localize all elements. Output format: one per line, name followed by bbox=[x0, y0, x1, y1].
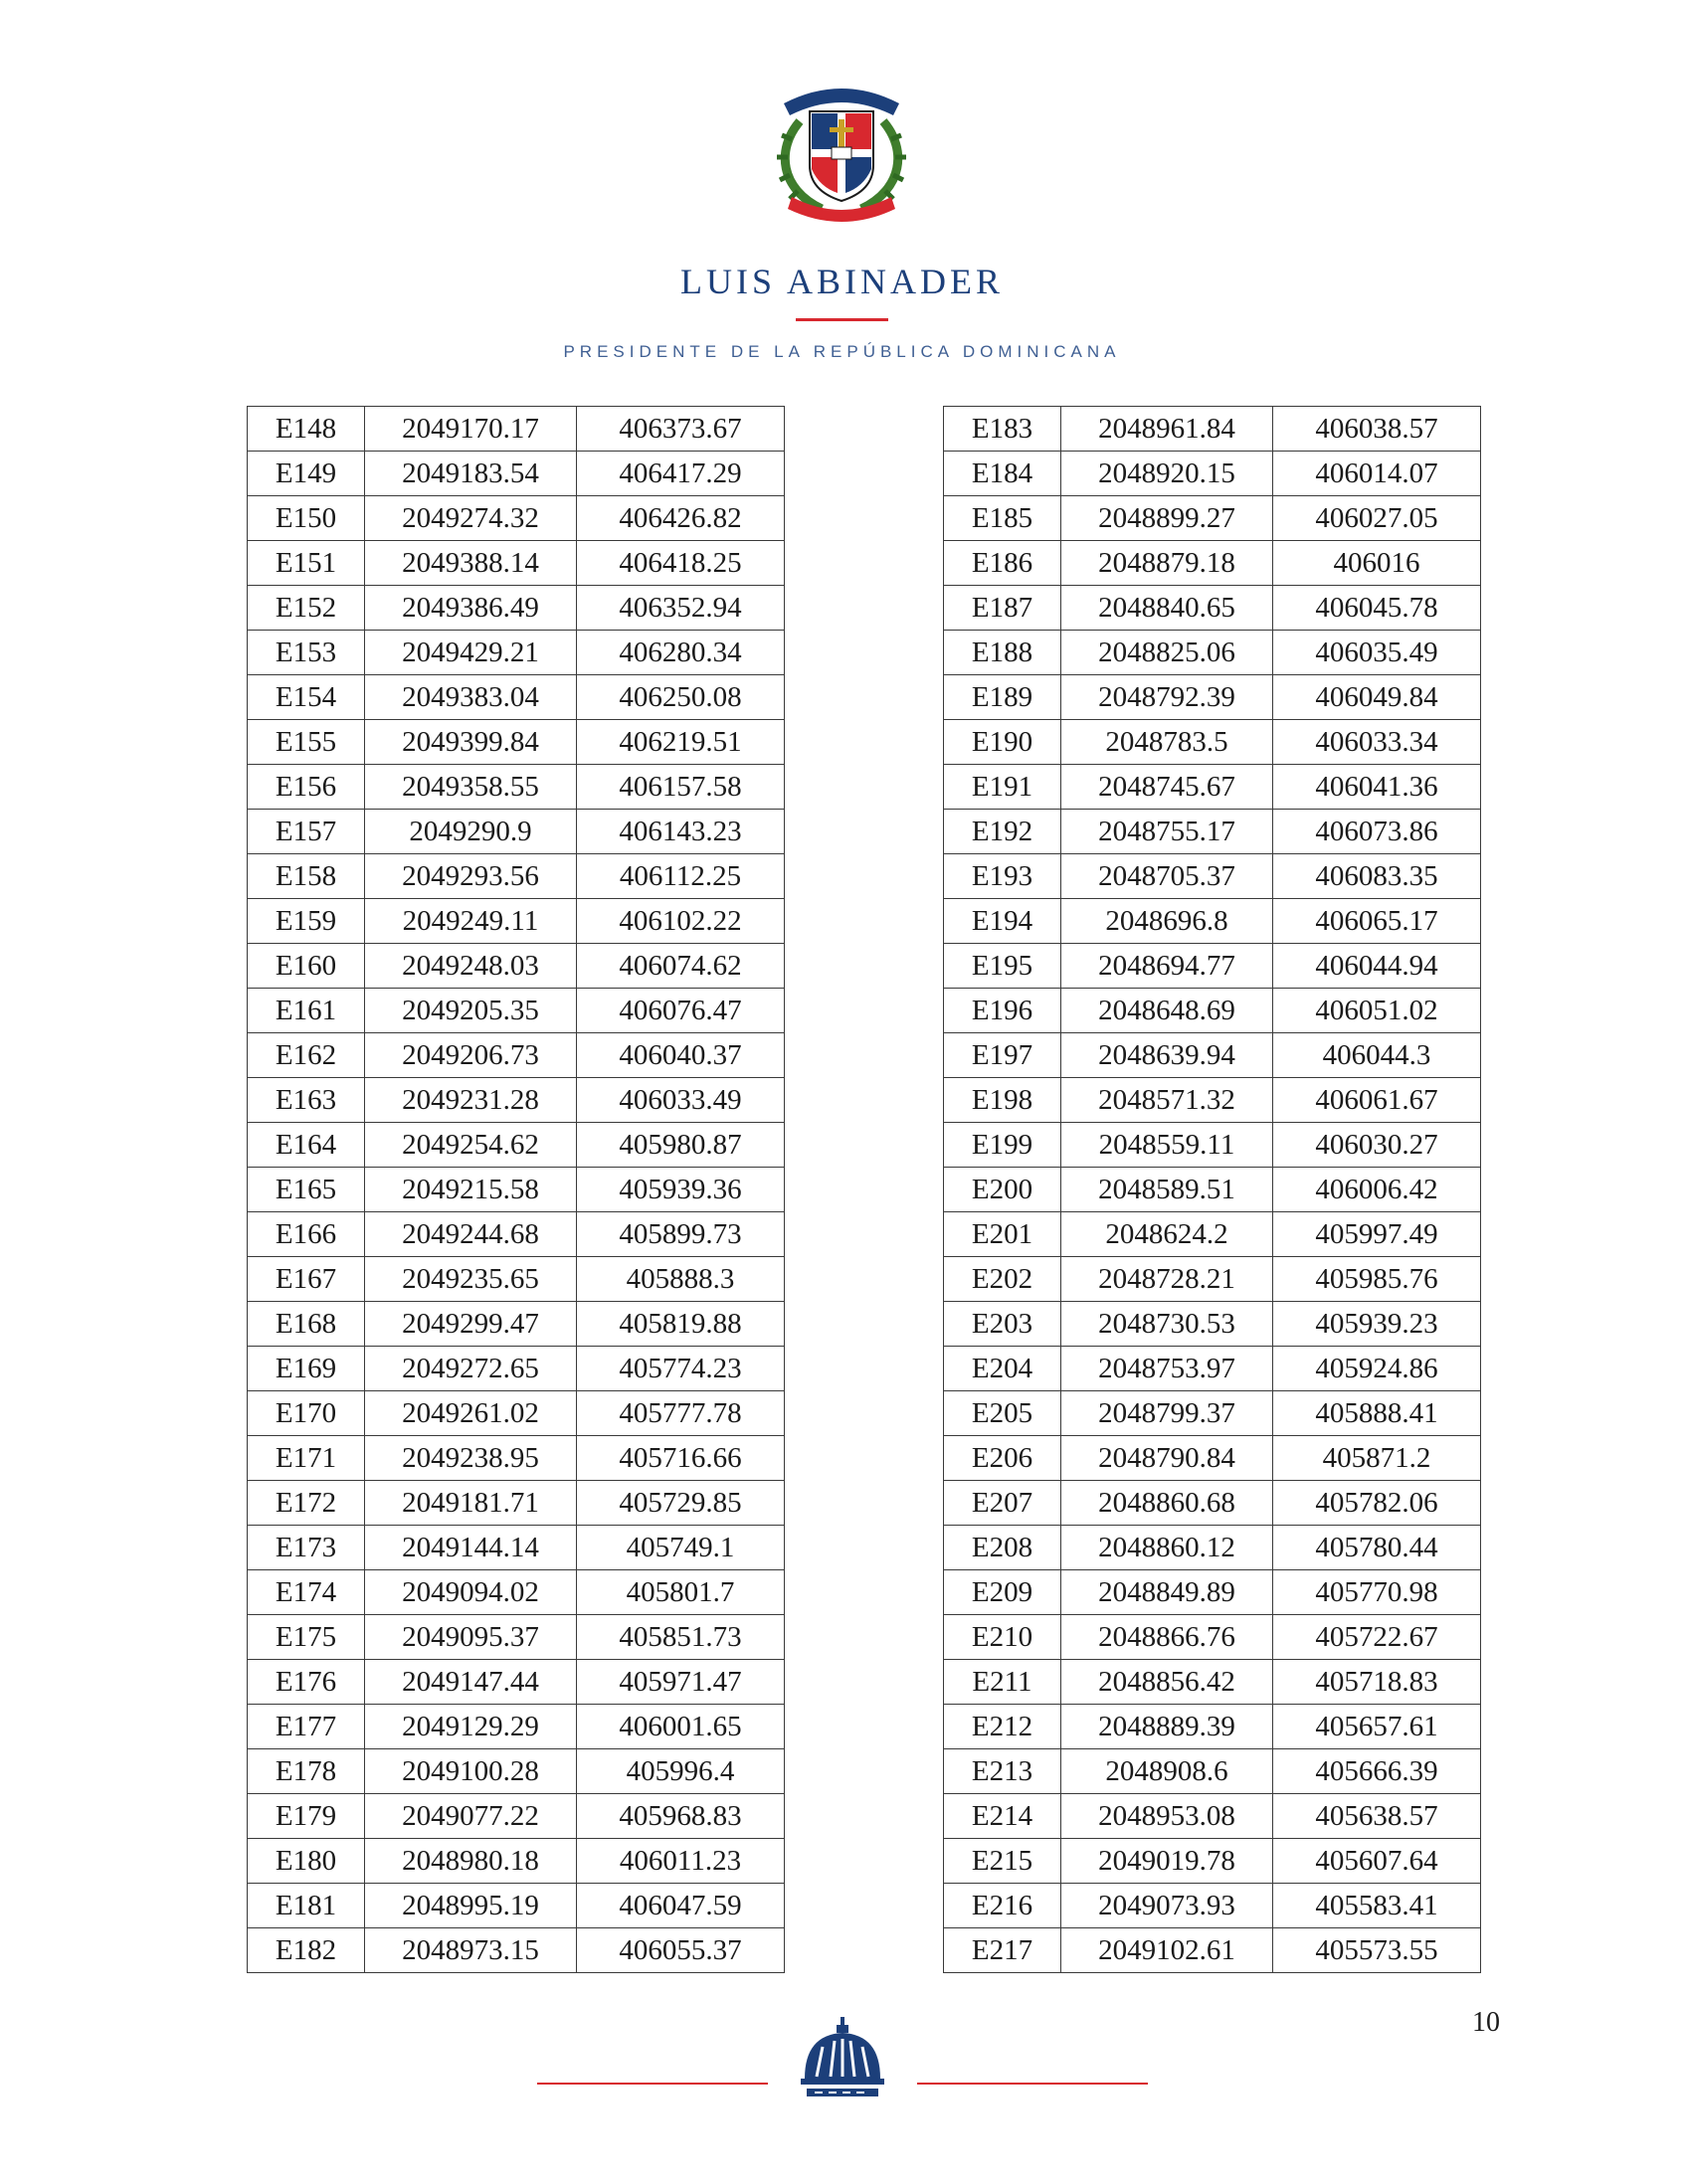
point-id-cell: E212 bbox=[944, 1705, 1061, 1749]
coord-north-cell: 2048825.06 bbox=[1061, 631, 1273, 675]
point-id-cell: E158 bbox=[248, 854, 365, 899]
coord-east-cell: 406051.02 bbox=[1273, 989, 1481, 1033]
coord-east-cell: 405638.57 bbox=[1273, 1794, 1481, 1839]
coord-north-cell: 2049100.28 bbox=[365, 1749, 577, 1794]
table-row bbox=[944, 1884, 1481, 1928]
table-row bbox=[944, 1794, 1481, 1839]
coord-east-cell: 405657.61 bbox=[1273, 1705, 1481, 1749]
table-row bbox=[248, 407, 785, 452]
coord-east-cell: 406055.37 bbox=[577, 1928, 785, 1973]
point-id-cell: E215 bbox=[944, 1839, 1061, 1884]
coord-north-cell: 2049183.54 bbox=[365, 452, 577, 496]
coord-north-cell: 2049248.03 bbox=[365, 944, 577, 989]
title-underline bbox=[796, 318, 888, 321]
coord-north-cell: 2048860.12 bbox=[1061, 1526, 1273, 1570]
point-id-cell: E165 bbox=[248, 1168, 365, 1212]
coord-east-cell: 406044.3 bbox=[1273, 1033, 1481, 1078]
coord-north-cell: 2049274.32 bbox=[365, 496, 577, 541]
palace-dome-icon bbox=[797, 2017, 888, 2102]
table-row bbox=[944, 541, 1481, 586]
table-row bbox=[944, 1391, 1481, 1436]
table-row bbox=[944, 1749, 1481, 1794]
point-id-cell: E186 bbox=[944, 541, 1061, 586]
coord-east-cell: 406157.58 bbox=[577, 765, 785, 810]
coord-north-cell: 2048840.65 bbox=[1061, 586, 1273, 631]
coord-north-cell: 2049170.17 bbox=[365, 407, 577, 452]
coord-north-cell: 2049144.14 bbox=[365, 1526, 577, 1570]
page-number: 10 bbox=[1472, 2007, 1500, 2038]
point-id-cell: E205 bbox=[944, 1391, 1061, 1436]
table-row bbox=[944, 1033, 1481, 1078]
coord-east-cell: 406426.82 bbox=[577, 496, 785, 541]
point-id-cell: E210 bbox=[944, 1615, 1061, 1660]
point-id-cell: E200 bbox=[944, 1168, 1061, 1212]
table-row bbox=[944, 854, 1481, 899]
point-id-cell: E176 bbox=[248, 1660, 365, 1705]
coord-east-cell: 405899.73 bbox=[577, 1212, 785, 1257]
coord-east-cell: 406044.94 bbox=[1273, 944, 1481, 989]
coord-north-cell: 2049102.61 bbox=[1061, 1928, 1273, 1973]
coord-north-cell: 2048559.11 bbox=[1061, 1123, 1273, 1168]
coord-north-cell: 2049386.49 bbox=[365, 586, 577, 631]
table-row bbox=[944, 586, 1481, 631]
coordinates-table-left bbox=[247, 406, 785, 1973]
coord-east-cell: 405573.55 bbox=[1273, 1928, 1481, 1973]
table-row bbox=[248, 1212, 785, 1257]
table-row bbox=[944, 765, 1481, 810]
coord-east-cell: 406047.59 bbox=[577, 1884, 785, 1928]
coord-east-cell: 405666.39 bbox=[1273, 1749, 1481, 1794]
point-id-cell: E191 bbox=[944, 765, 1061, 810]
point-id-cell: E184 bbox=[944, 452, 1061, 496]
coord-east-cell: 406065.17 bbox=[1273, 899, 1481, 944]
point-id-cell: E154 bbox=[248, 675, 365, 720]
table-row bbox=[248, 1257, 785, 1302]
coord-east-cell: 405924.86 bbox=[1273, 1347, 1481, 1391]
coord-east-cell: 406011.23 bbox=[577, 1839, 785, 1884]
point-id-cell: E167 bbox=[248, 1257, 365, 1302]
coord-north-cell: 2049290.9 bbox=[365, 810, 577, 854]
coord-north-cell: 2048755.17 bbox=[1061, 810, 1273, 854]
coord-east-cell: 406045.78 bbox=[1273, 586, 1481, 631]
coord-east-cell: 405985.76 bbox=[1273, 1257, 1481, 1302]
table-row bbox=[944, 1347, 1481, 1391]
coord-east-cell: 406250.08 bbox=[577, 675, 785, 720]
coord-east-cell: 405749.1 bbox=[577, 1526, 785, 1570]
point-id-cell: E216 bbox=[944, 1884, 1061, 1928]
table-row bbox=[944, 989, 1481, 1033]
table-row bbox=[248, 1526, 785, 1570]
point-id-cell: E195 bbox=[944, 944, 1061, 989]
table-row bbox=[944, 1436, 1481, 1481]
point-id-cell: E194 bbox=[944, 899, 1061, 944]
coord-east-cell: 406112.25 bbox=[577, 854, 785, 899]
coord-east-cell: 406033.34 bbox=[1273, 720, 1481, 765]
coord-north-cell: 2049129.29 bbox=[365, 1705, 577, 1749]
coord-north-cell: 2049272.65 bbox=[365, 1347, 577, 1391]
coordinates-table-right bbox=[943, 406, 1481, 1973]
coord-north-cell: 2049206.73 bbox=[365, 1033, 577, 1078]
point-id-cell: E182 bbox=[248, 1928, 365, 1973]
coord-north-cell: 2049388.14 bbox=[365, 541, 577, 586]
table-row bbox=[944, 407, 1481, 452]
coord-east-cell: 405607.64 bbox=[1273, 1839, 1481, 1884]
coord-east-cell: 406418.25 bbox=[577, 541, 785, 586]
point-id-cell: E174 bbox=[248, 1570, 365, 1615]
point-id-cell: E151 bbox=[248, 541, 365, 586]
coord-north-cell: 2048879.18 bbox=[1061, 541, 1273, 586]
coord-north-cell: 2048792.39 bbox=[1061, 675, 1273, 720]
table-row bbox=[248, 1123, 785, 1168]
table-row bbox=[248, 1436, 785, 1481]
coord-north-cell: 2049244.68 bbox=[365, 1212, 577, 1257]
coord-north-cell: 2049231.28 bbox=[365, 1078, 577, 1123]
point-id-cell: E173 bbox=[248, 1526, 365, 1570]
point-id-cell: E156 bbox=[248, 765, 365, 810]
point-id-cell: E169 bbox=[248, 1347, 365, 1391]
coord-east-cell: 406016 bbox=[1273, 541, 1481, 586]
coord-north-cell: 2049254.62 bbox=[365, 1123, 577, 1168]
table-row bbox=[248, 1391, 785, 1436]
coord-north-cell: 2048753.97 bbox=[1061, 1347, 1273, 1391]
coord-north-cell: 2048866.76 bbox=[1061, 1615, 1273, 1660]
coord-north-cell: 2048995.19 bbox=[365, 1884, 577, 1928]
coord-east-cell: 406049.84 bbox=[1273, 675, 1481, 720]
coord-east-cell: 406041.36 bbox=[1273, 765, 1481, 810]
table-row bbox=[248, 1078, 785, 1123]
point-id-cell: E217 bbox=[944, 1928, 1061, 1973]
coord-north-cell: 2048648.69 bbox=[1061, 989, 1273, 1033]
coord-north-cell: 2048790.84 bbox=[1061, 1436, 1273, 1481]
coord-north-cell: 2049215.58 bbox=[365, 1168, 577, 1212]
table-row bbox=[248, 810, 785, 854]
table-row bbox=[248, 1884, 785, 1928]
point-id-cell: E183 bbox=[944, 407, 1061, 452]
coord-north-cell: 2049383.04 bbox=[365, 675, 577, 720]
coord-north-cell: 2048860.68 bbox=[1061, 1481, 1273, 1526]
coord-east-cell: 406006.42 bbox=[1273, 1168, 1481, 1212]
coord-east-cell: 405782.06 bbox=[1273, 1481, 1481, 1526]
coord-east-cell: 405851.73 bbox=[577, 1615, 785, 1660]
coord-east-cell: 406033.49 bbox=[577, 1078, 785, 1123]
coord-north-cell: 2049077.22 bbox=[365, 1794, 577, 1839]
point-id-cell: E150 bbox=[248, 496, 365, 541]
table-row bbox=[944, 675, 1481, 720]
coord-east-cell: 405777.78 bbox=[577, 1391, 785, 1436]
coord-east-cell: 406038.57 bbox=[1273, 407, 1481, 452]
point-id-cell: E214 bbox=[944, 1794, 1061, 1839]
point-id-cell: E181 bbox=[248, 1884, 365, 1928]
table-row bbox=[248, 1615, 785, 1660]
table-row bbox=[248, 944, 785, 989]
table-row bbox=[248, 989, 785, 1033]
point-id-cell: E193 bbox=[944, 854, 1061, 899]
table-row bbox=[248, 1347, 785, 1391]
coord-north-cell: 2048624.2 bbox=[1061, 1212, 1273, 1257]
coord-east-cell: 406001.65 bbox=[577, 1705, 785, 1749]
point-id-cell: E206 bbox=[944, 1436, 1061, 1481]
coord-east-cell: 406014.07 bbox=[1273, 452, 1481, 496]
point-id-cell: E172 bbox=[248, 1481, 365, 1526]
point-id-cell: E211 bbox=[944, 1660, 1061, 1705]
table-row bbox=[248, 586, 785, 631]
point-id-cell: E199 bbox=[944, 1123, 1061, 1168]
table-row bbox=[944, 1839, 1481, 1884]
point-id-cell: E213 bbox=[944, 1749, 1061, 1794]
point-id-cell: E208 bbox=[944, 1526, 1061, 1570]
coord-east-cell: 406027.05 bbox=[1273, 496, 1481, 541]
document-subtitle: PRESIDENTE DE LA REPÚBLICA DOMINICANA bbox=[563, 342, 1121, 361]
coord-east-cell: 405888.41 bbox=[1273, 1391, 1481, 1436]
coord-east-cell: 405997.49 bbox=[1273, 1212, 1481, 1257]
point-id-cell: E153 bbox=[248, 631, 365, 675]
coord-north-cell: 2048953.08 bbox=[1061, 1794, 1273, 1839]
point-id-cell: E202 bbox=[944, 1257, 1061, 1302]
coord-east-cell: 405996.4 bbox=[577, 1749, 785, 1794]
coord-north-cell: 2048908.6 bbox=[1061, 1749, 1273, 1794]
coord-north-cell: 2048728.21 bbox=[1061, 1257, 1273, 1302]
point-id-cell: E148 bbox=[248, 407, 365, 452]
point-id-cell: E159 bbox=[248, 899, 365, 944]
table-row bbox=[944, 1615, 1481, 1660]
coord-east-cell: 405780.44 bbox=[1273, 1526, 1481, 1570]
point-id-cell: E209 bbox=[944, 1570, 1061, 1615]
coord-north-cell: 2048799.37 bbox=[1061, 1391, 1273, 1436]
point-id-cell: E155 bbox=[248, 720, 365, 765]
table-row bbox=[248, 631, 785, 675]
coord-east-cell: 406352.94 bbox=[577, 586, 785, 631]
coord-east-cell: 406083.35 bbox=[1273, 854, 1481, 899]
coord-north-cell: 2048961.84 bbox=[1061, 407, 1273, 452]
table-row bbox=[944, 1078, 1481, 1123]
coord-north-cell: 2048856.42 bbox=[1061, 1660, 1273, 1705]
coord-east-cell: 405971.47 bbox=[577, 1660, 785, 1705]
coord-east-cell: 405888.3 bbox=[577, 1257, 785, 1302]
footer-rule-left bbox=[537, 2083, 768, 2085]
coord-east-cell: 406076.47 bbox=[577, 989, 785, 1033]
coord-north-cell: 2048589.51 bbox=[1061, 1168, 1273, 1212]
point-id-cell: E180 bbox=[248, 1839, 365, 1884]
coord-north-cell: 2049235.65 bbox=[365, 1257, 577, 1302]
point-id-cell: E177 bbox=[248, 1705, 365, 1749]
coord-east-cell: 406280.34 bbox=[577, 631, 785, 675]
coord-north-cell: 2048705.37 bbox=[1061, 854, 1273, 899]
footer-rule-right bbox=[917, 2083, 1148, 2085]
table-row bbox=[944, 1705, 1481, 1749]
coat-of-arms-icon bbox=[762, 70, 921, 229]
coord-east-cell: 405871.2 bbox=[1273, 1436, 1481, 1481]
coord-east-cell: 405729.85 bbox=[577, 1481, 785, 1526]
table-row bbox=[944, 631, 1481, 675]
point-id-cell: E163 bbox=[248, 1078, 365, 1123]
coord-east-cell: 405939.23 bbox=[1273, 1302, 1481, 1347]
table-row bbox=[248, 1168, 785, 1212]
coord-east-cell: 405980.87 bbox=[577, 1123, 785, 1168]
coord-north-cell: 2048745.67 bbox=[1061, 765, 1273, 810]
point-id-cell: E168 bbox=[248, 1302, 365, 1347]
point-id-cell: E190 bbox=[944, 720, 1061, 765]
coord-east-cell: 405718.83 bbox=[1273, 1660, 1481, 1705]
coord-east-cell: 405583.41 bbox=[1273, 1884, 1481, 1928]
point-id-cell: E162 bbox=[248, 1033, 365, 1078]
table-row bbox=[944, 1168, 1481, 1212]
point-id-cell: E189 bbox=[944, 675, 1061, 720]
coord-east-cell: 405939.36 bbox=[577, 1168, 785, 1212]
coord-north-cell: 2048571.32 bbox=[1061, 1078, 1273, 1123]
table-row bbox=[944, 1660, 1481, 1705]
table-row bbox=[944, 1526, 1481, 1570]
table-row bbox=[248, 1660, 785, 1705]
point-id-cell: E188 bbox=[944, 631, 1061, 675]
point-id-cell: E157 bbox=[248, 810, 365, 854]
coord-east-cell: 406035.49 bbox=[1273, 631, 1481, 675]
table-row bbox=[944, 1302, 1481, 1347]
coord-east-cell: 405801.7 bbox=[577, 1570, 785, 1615]
point-id-cell: E166 bbox=[248, 1212, 365, 1257]
coord-north-cell: 2049205.35 bbox=[365, 989, 577, 1033]
point-id-cell: E197 bbox=[944, 1033, 1061, 1078]
table-row bbox=[944, 1481, 1481, 1526]
table-row bbox=[248, 496, 785, 541]
table-row bbox=[248, 675, 785, 720]
coord-north-cell: 2048696.8 bbox=[1061, 899, 1273, 944]
table-row bbox=[944, 899, 1481, 944]
coord-east-cell: 406417.29 bbox=[577, 452, 785, 496]
table-row bbox=[248, 1794, 785, 1839]
coord-north-cell: 2048889.39 bbox=[1061, 1705, 1273, 1749]
coord-east-cell: 406061.67 bbox=[1273, 1078, 1481, 1123]
coord-east-cell: 405968.83 bbox=[577, 1794, 785, 1839]
document-title: LUIS ABINADER bbox=[679, 262, 1004, 301]
point-id-cell: E175 bbox=[248, 1615, 365, 1660]
coord-north-cell: 2048694.77 bbox=[1061, 944, 1273, 989]
point-id-cell: E192 bbox=[944, 810, 1061, 854]
table-row bbox=[944, 1570, 1481, 1615]
point-id-cell: E185 bbox=[944, 496, 1061, 541]
point-id-cell: E164 bbox=[248, 1123, 365, 1168]
coord-north-cell: 2048980.18 bbox=[365, 1839, 577, 1884]
coord-east-cell: 405716.66 bbox=[577, 1436, 785, 1481]
point-id-cell: E203 bbox=[944, 1302, 1061, 1347]
point-id-cell: E187 bbox=[944, 586, 1061, 631]
coord-north-cell: 2049095.37 bbox=[365, 1615, 577, 1660]
table-row bbox=[248, 1302, 785, 1347]
point-id-cell: E171 bbox=[248, 1436, 365, 1481]
coord-north-cell: 2049358.55 bbox=[365, 765, 577, 810]
table-row bbox=[248, 452, 785, 496]
coord-east-cell: 406143.23 bbox=[577, 810, 785, 854]
table-row bbox=[248, 1705, 785, 1749]
point-id-cell: E198 bbox=[944, 1078, 1061, 1123]
coord-east-cell: 406219.51 bbox=[577, 720, 785, 765]
table-row bbox=[248, 541, 785, 586]
table-row bbox=[248, 1481, 785, 1526]
table-row bbox=[248, 1749, 785, 1794]
table-row bbox=[248, 1570, 785, 1615]
coord-east-cell: 406074.62 bbox=[577, 944, 785, 989]
coord-east-cell: 406373.67 bbox=[577, 407, 785, 452]
table-row bbox=[944, 1212, 1481, 1257]
coord-east-cell: 406102.22 bbox=[577, 899, 785, 944]
point-id-cell: E152 bbox=[248, 586, 365, 631]
coord-north-cell: 2049238.95 bbox=[365, 1436, 577, 1481]
table-row bbox=[944, 1123, 1481, 1168]
table-row bbox=[248, 765, 785, 810]
point-id-cell: E149 bbox=[248, 452, 365, 496]
table-row bbox=[248, 1839, 785, 1884]
coord-east-cell: 406030.27 bbox=[1273, 1123, 1481, 1168]
coord-north-cell: 2048639.94 bbox=[1061, 1033, 1273, 1078]
coord-north-cell: 2049299.47 bbox=[365, 1302, 577, 1347]
coord-north-cell: 2049249.11 bbox=[365, 899, 577, 944]
coord-north-cell: 2049147.44 bbox=[365, 1660, 577, 1705]
coord-north-cell: 2049073.93 bbox=[1061, 1884, 1273, 1928]
coord-east-cell: 406040.37 bbox=[577, 1033, 785, 1078]
table-row bbox=[248, 1928, 785, 1973]
coord-north-cell: 2048730.53 bbox=[1061, 1302, 1273, 1347]
table-row bbox=[248, 854, 785, 899]
coord-north-cell: 2049261.02 bbox=[365, 1391, 577, 1436]
coord-north-cell: 2048973.15 bbox=[365, 1928, 577, 1973]
point-id-cell: E161 bbox=[248, 989, 365, 1033]
coord-north-cell: 2049094.02 bbox=[365, 1570, 577, 1615]
point-id-cell: E160 bbox=[248, 944, 365, 989]
coord-north-cell: 2048849.89 bbox=[1061, 1570, 1273, 1615]
point-id-cell: E178 bbox=[248, 1749, 365, 1794]
coord-east-cell: 406073.86 bbox=[1273, 810, 1481, 854]
table-row bbox=[248, 720, 785, 765]
table-row bbox=[944, 720, 1481, 765]
coord-north-cell: 2049429.21 bbox=[365, 631, 577, 675]
table-row bbox=[944, 1257, 1481, 1302]
point-id-cell: E204 bbox=[944, 1347, 1061, 1391]
point-id-cell: E201 bbox=[944, 1212, 1061, 1257]
coord-north-cell: 2048899.27 bbox=[1061, 496, 1273, 541]
table-row bbox=[944, 452, 1481, 496]
coord-north-cell: 2049399.84 bbox=[365, 720, 577, 765]
coord-east-cell: 405819.88 bbox=[577, 1302, 785, 1347]
table-row bbox=[944, 496, 1481, 541]
coord-east-cell: 405770.98 bbox=[1273, 1570, 1481, 1615]
coord-north-cell: 2049019.78 bbox=[1061, 1839, 1273, 1884]
coord-east-cell: 405722.67 bbox=[1273, 1615, 1481, 1660]
table-row bbox=[944, 810, 1481, 854]
coord-north-cell: 2048783.5 bbox=[1061, 720, 1273, 765]
point-id-cell: E179 bbox=[248, 1794, 365, 1839]
coord-north-cell: 2049181.71 bbox=[365, 1481, 577, 1526]
table-row bbox=[248, 1033, 785, 1078]
point-id-cell: E207 bbox=[944, 1481, 1061, 1526]
point-id-cell: E196 bbox=[944, 989, 1061, 1033]
coord-north-cell: 2049293.56 bbox=[365, 854, 577, 899]
table-row bbox=[944, 1928, 1481, 1973]
coord-north-cell: 2048920.15 bbox=[1061, 452, 1273, 496]
table-row bbox=[944, 944, 1481, 989]
coord-east-cell: 405774.23 bbox=[577, 1347, 785, 1391]
point-id-cell: E170 bbox=[248, 1391, 365, 1436]
table-row bbox=[248, 899, 785, 944]
